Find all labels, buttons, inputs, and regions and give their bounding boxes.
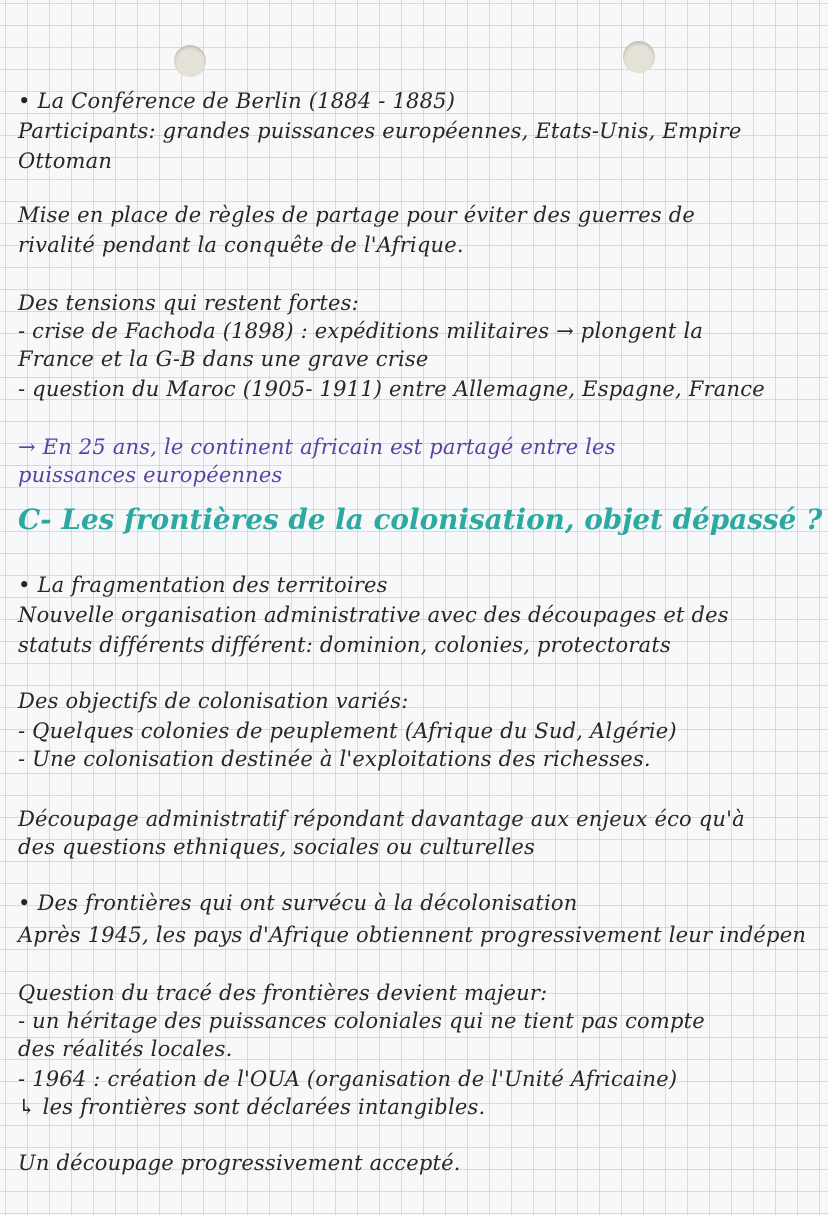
note-line: - question du Maroc (1905- 1911) entre Allemagne, Espagne, France — [18, 377, 765, 401]
note-line: Mise en place de règles de partage pour éviter des guerres de — [18, 203, 696, 227]
note-line: Des tensions qui restent fortes: — [18, 291, 359, 315]
note-line: - 1964 : création de l'OUA (organisation de l'Unité Africaine) — [18, 1067, 678, 1091]
note-line: - crise de Fachoda (1898) : expéditions militaires → plongent la — [18, 319, 704, 343]
note-line: - Une colonisation destinée à l'exploitations des richesses. — [18, 747, 651, 771]
section-heading: C- Les frontières de la colonisation, objet dépassé ? — [18, 503, 823, 536]
note-line: France et la G-B dans une grave crise — [18, 347, 429, 371]
note-line: - Quelques colonies de peuplement (Afrique du Sud, Algérie) — [18, 719, 677, 743]
note-line: Découpage administratif répondant davantage aux enjeux éco qu'à — [18, 807, 745, 831]
note-line: Question du tracé des frontières devient majeur: — [18, 981, 548, 1005]
note-line: • Des frontières qui ont survécu à la décolonisation — [18, 891, 578, 915]
binder-hole-left — [174, 45, 206, 77]
note-line: Des objectifs de colonisation variés: — [18, 689, 409, 713]
note-line: Après 1945, les pays d'Afrique obtiennent progressivement leur indépen — [18, 923, 807, 947]
note-line: ↳ les frontières sont déclarées intangibles. — [18, 1095, 486, 1119]
note-line: - un héritage des puissances coloniales qui ne tient pas compte — [18, 1009, 705, 1033]
summary-line: puissances européennes — [18, 463, 283, 487]
note-line: • La fragmentation des territoires — [18, 573, 388, 597]
note-line: rivalité pendant la conquête de l'Afrique. — [18, 233, 464, 257]
note-line: Nouvelle organisation administrative avec des découpages et des — [18, 603, 729, 627]
note-line: • La Conférence de Berlin (1884 - 1885) — [18, 89, 456, 113]
note-line: Participants: grandes puissances européennes, Etats-Unis, Empire — [18, 119, 742, 143]
binder-hole-right — [623, 41, 655, 73]
note-line: Ottoman — [18, 149, 113, 173]
summary-line: → En 25 ans, le continent africain est partagé entre les — [18, 435, 616, 459]
note-line: des réalités locales. — [18, 1037, 233, 1061]
note-line: statuts différents différent: dominion, colonies, protectorats — [18, 633, 671, 657]
note-line: des questions ethniques, sociales ou culturelles — [18, 835, 535, 859]
note-line: Un découpage progressivement accepté. — [18, 1151, 461, 1175]
